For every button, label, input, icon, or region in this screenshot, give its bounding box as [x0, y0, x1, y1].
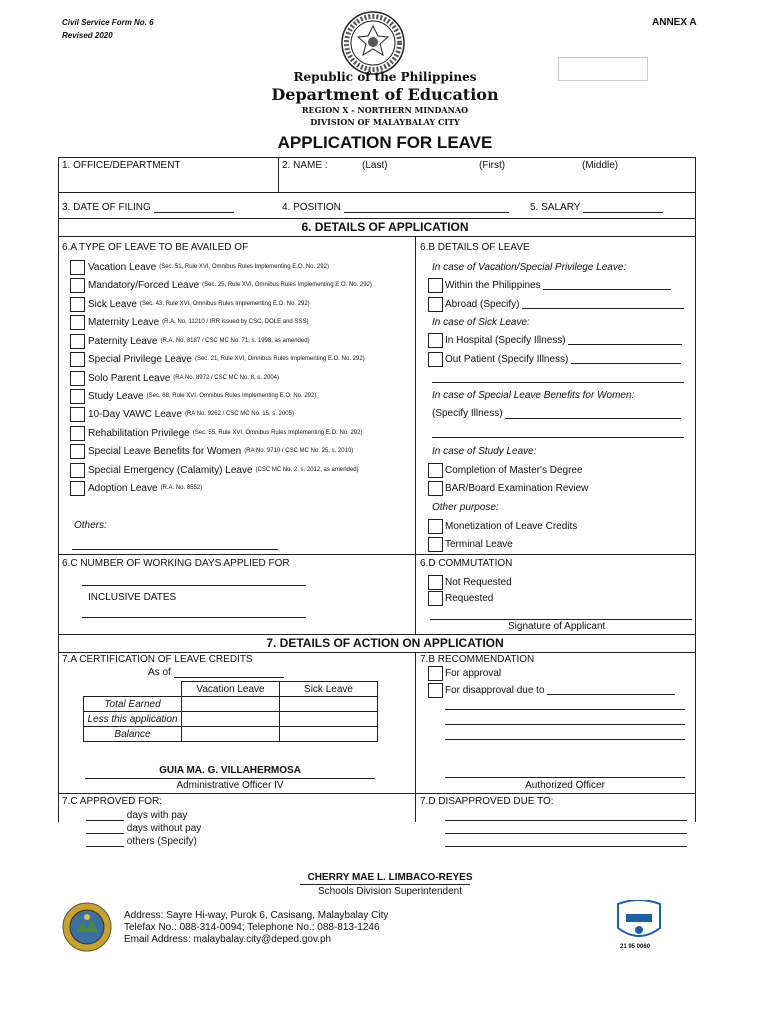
office-label: 1. OFFICE/DEPARTMENT	[62, 160, 181, 171]
checkbox[interactable]	[70, 481, 85, 496]
department-text: Department of Education	[271, 85, 499, 104]
leave-type-solo-parent[interactable]: Solo Parent Leave (RA No. 8972 / CSC MC No. 8, s. 2004)	[70, 370, 279, 386]
checkbox[interactable]	[70, 352, 85, 367]
leave-type-adoption[interactable]: Adoption Leave (R.A. No. 8552)	[70, 480, 202, 496]
masters-option[interactable]: Completion of Master's Degree	[428, 462, 583, 478]
republic-text: Republic of the Philippines	[293, 70, 477, 84]
women-illness-line[interactable]	[432, 437, 684, 438]
checkbox[interactable]	[428, 666, 443, 681]
footer-telefax: Telefax No.: 088-314-0094; Telephone No.: 088-813-1246	[124, 922, 380, 933]
disapproved-reason-line[interactable]	[445, 846, 687, 847]
officer-name: GUIA MA. G. VILLAHERMOSA	[159, 765, 301, 776]
illness-input-line[interactable]	[432, 382, 684, 383]
leave-type-study[interactable]: Study Leave (Sec. 68, Rule XVI, Omnibus Rules Implementing E.O. No. 292)	[70, 388, 316, 404]
terminal-leave-option[interactable]: Terminal Leave	[428, 536, 513, 552]
leave-type-mandatory[interactable]: Mandatory/Forced Leave (Sec. 25, Rule XVI, Omnibus Rules Implementing E.O. No. 292)	[70, 277, 372, 293]
revised-date: Revised 2020	[62, 31, 113, 40]
monetization-option[interactable]: Monetization of Leave Credits	[428, 518, 577, 534]
disapproval-reason-line[interactable]	[445, 724, 685, 725]
checkbox[interactable]	[428, 537, 443, 552]
disapproval-reason-line[interactable]	[445, 739, 685, 740]
requested-option[interactable]: Requested	[428, 590, 493, 606]
middle-name-label: (Middle)	[582, 160, 619, 171]
disapproved-reason-line[interactable]	[445, 833, 687, 834]
cell-input[interactable]	[280, 727, 378, 742]
position-label: 4. POSITION	[282, 202, 509, 213]
date-filing-label: 3. DATE OF FILING	[62, 202, 234, 213]
region-text: REGION X - NORTHERN MINDANAO	[301, 105, 469, 115]
leave-type-rehabilitation[interactable]: Rehabilitation Privilege (Sec. 55, Rule XVI, Omnibus Rules Implementing E.O. No. 292)	[70, 425, 362, 441]
disapproved-heading: 7.D DISAPPROVED DUE TO:	[420, 796, 554, 807]
annex-label: ANNEX A	[652, 17, 697, 28]
name-label: 2. NAME :	[282, 160, 328, 171]
cell-input[interactable]	[280, 712, 378, 727]
authorized-signature-line[interactable]	[445, 777, 685, 778]
row-less-application: Less this application	[84, 712, 182, 727]
leave-type-heading: 6.A TYPE OF LEAVE TO BE AVAILED OF	[62, 242, 249, 253]
checkbox[interactable]	[70, 389, 85, 404]
others-input-line[interactable]	[72, 549, 278, 550]
checkbox[interactable]	[70, 407, 85, 422]
footer-email: Email Address: malaybalay.city@deped.gov.ph	[124, 934, 332, 945]
col-vacation-leave: Vacation Leave	[182, 682, 280, 697]
leave-type-maternity[interactable]: Maternity Leave (R.A. No. 11210 / IRR issued by CSC, DOLE and SSS)	[70, 314, 308, 330]
as-of-field[interactable]: As of	[148, 667, 284, 678]
leave-type-calamity[interactable]: Special Emergency (Calamity) Leave (CSC MC No. 2, s. 2012, as amended)	[70, 462, 359, 478]
checkbox[interactable]	[428, 575, 443, 590]
women-case-label: In case of Special Leave Benefits for Women:	[432, 390, 635, 401]
checkbox[interactable]	[70, 426, 85, 441]
commutation-heading: 6.D COMMUTATION	[420, 558, 513, 569]
certification-code: 21 95 0060	[620, 944, 651, 950]
vacation-case-label: In case of Vacation/Special Privilege Leave:	[432, 262, 627, 273]
cell-input[interactable]	[182, 697, 280, 712]
superintendent-title: Schools Division Superintendent	[318, 886, 462, 897]
specify-illness-field[interactable]: (Specify Illness)	[432, 408, 681, 419]
row-total-earned: Total Earned	[84, 697, 182, 712]
approved-heading: 7.C APPROVED FOR:	[62, 796, 163, 807]
form-title: APPLICATION FOR LEAVE	[277, 133, 493, 152]
leave-type-women[interactable]: Special Leave Benefits for Women (RA No. 9710 / CSC MC No. 25, s. 2010)	[70, 443, 353, 459]
checkbox[interactable]	[70, 260, 85, 275]
checkbox[interactable]	[70, 334, 85, 349]
checkbox[interactable]	[428, 297, 443, 312]
checkbox[interactable]	[70, 278, 85, 293]
checkbox[interactable]	[428, 591, 443, 606]
deped-seal-icon	[340, 10, 406, 76]
days-without-pay-field[interactable]: days without pay	[86, 823, 201, 834]
sick-case-label: In case of Sick Leave:	[432, 317, 530, 328]
out-patient-option[interactable]: Out Patient (Specify Illness)	[428, 351, 681, 367]
section-6-title: 6. DETAILS OF APPLICATION	[301, 220, 469, 234]
iso-certification-icon	[614, 900, 664, 942]
checkbox[interactable]	[428, 333, 443, 348]
footer-address: Address: Sayre Hi-way, Purok 6, Casisang, Malaybalay City	[124, 910, 389, 921]
inclusive-dates-input-line[interactable]	[82, 617, 306, 618]
others-specify-field[interactable]: others (Specify)	[86, 836, 197, 847]
disapproval-reason-line[interactable]	[445, 709, 685, 710]
checkbox[interactable]	[70, 315, 85, 330]
section-7-title: 7. DETAILS OF ACTION ON APPLICATION	[266, 636, 504, 650]
first-name-label: (First)	[479, 160, 506, 171]
for-disapproval-option[interactable]: For disapproval due to	[428, 682, 675, 698]
others-label: Others:	[74, 520, 107, 531]
not-requested-option[interactable]: Not Requested	[428, 574, 512, 590]
study-case-label: In case of Study Leave:	[432, 446, 537, 457]
cell-input[interactable]	[280, 697, 378, 712]
for-approval-option[interactable]: For approval	[428, 665, 501, 681]
authorized-officer-label: Authorized Officer	[525, 780, 605, 791]
other-purpose-label: Other purpose:	[432, 502, 499, 513]
signature-label: Signature of Applicant	[508, 621, 606, 632]
days-with-pay-field[interactable]: days with pay	[86, 810, 187, 821]
superintendent-name: CHERRY MAE L. LIMBACO-REYES	[307, 872, 473, 883]
bar-exam-option[interactable]: BAR/Board Examination Review	[428, 480, 588, 496]
division-seal-icon	[62, 902, 112, 952]
working-days-heading: 6.C NUMBER OF WORKING DAYS APPLIED FOR	[62, 558, 290, 569]
officer-title: Administrative Officer IV	[176, 780, 284, 791]
leave-type-sick[interactable]: Sick Leave (Sec. 43, Rule XVI, Omnibus Rules Implementing E.O. No. 292)	[70, 296, 310, 312]
working-days-input-line[interactable]	[82, 585, 306, 586]
leave-credits-table	[83, 681, 378, 742]
disapproved-reason-line[interactable]	[445, 820, 687, 821]
col-sick-leave: Sick Leave	[280, 682, 378, 697]
cell-input[interactable]	[182, 712, 280, 727]
inclusive-dates-label: INCLUSIVE DATES	[88, 592, 177, 603]
checkbox[interactable]	[70, 371, 85, 386]
checkbox[interactable]	[70, 444, 85, 459]
cell-input[interactable]	[182, 727, 280, 742]
checkbox[interactable]	[428, 481, 443, 496]
checkbox[interactable]	[70, 297, 85, 312]
leave-details-heading: 6.B DETAILS OF LEAVE	[420, 242, 530, 253]
division-text: DIVISION OF MALAYBALAY CITY	[310, 117, 460, 127]
recommendation-heading: 7.B RECOMMENDATION	[420, 654, 535, 665]
checkbox[interactable]	[428, 683, 443, 698]
last-name-label: (Last)	[362, 160, 388, 171]
leave-type-vacation[interactable]: Vacation Leave (Sec. 51, Rule XVI, Omnibus Rules Implementing E.O. No. 292)	[70, 259, 329, 275]
checkbox[interactable]	[428, 463, 443, 478]
checkbox[interactable]	[428, 278, 443, 293]
checkbox[interactable]	[428, 519, 443, 534]
row-balance: Balance	[84, 727, 182, 742]
in-hospital-option[interactable]: In Hospital (Specify Illness)	[428, 332, 682, 348]
signature-line[interactable]	[430, 619, 692, 620]
checkbox[interactable]	[428, 352, 443, 367]
leave-type-special-privilege[interactable]: Special Privilege Leave (Sec. 21, Rule XVI, Omnibus Rules Implementing E.O. No. 292)	[70, 351, 365, 367]
within-philippines-option[interactable]: Within the Philippines	[428, 277, 671, 293]
salary-label: 5. SALARY	[530, 202, 663, 213]
certification-heading: 7.A CERTIFICATION OF LEAVE CREDITS	[62, 654, 253, 665]
checkbox[interactable]	[70, 463, 85, 478]
form-number: Civil Service Form No. 6	[62, 18, 154, 27]
abroad-option[interactable]: Abroad (Specify)	[428, 296, 684, 312]
leave-type-vawc[interactable]: 10-Day VAWC Leave (RA No. 9262 / CSC MC No. 15, s. 2005)	[70, 406, 294, 422]
leave-type-paternity[interactable]: Paternity Leave (R.A. No. 8187 / CSC MC No. 71, s. 1998, as amended)	[70, 333, 310, 349]
